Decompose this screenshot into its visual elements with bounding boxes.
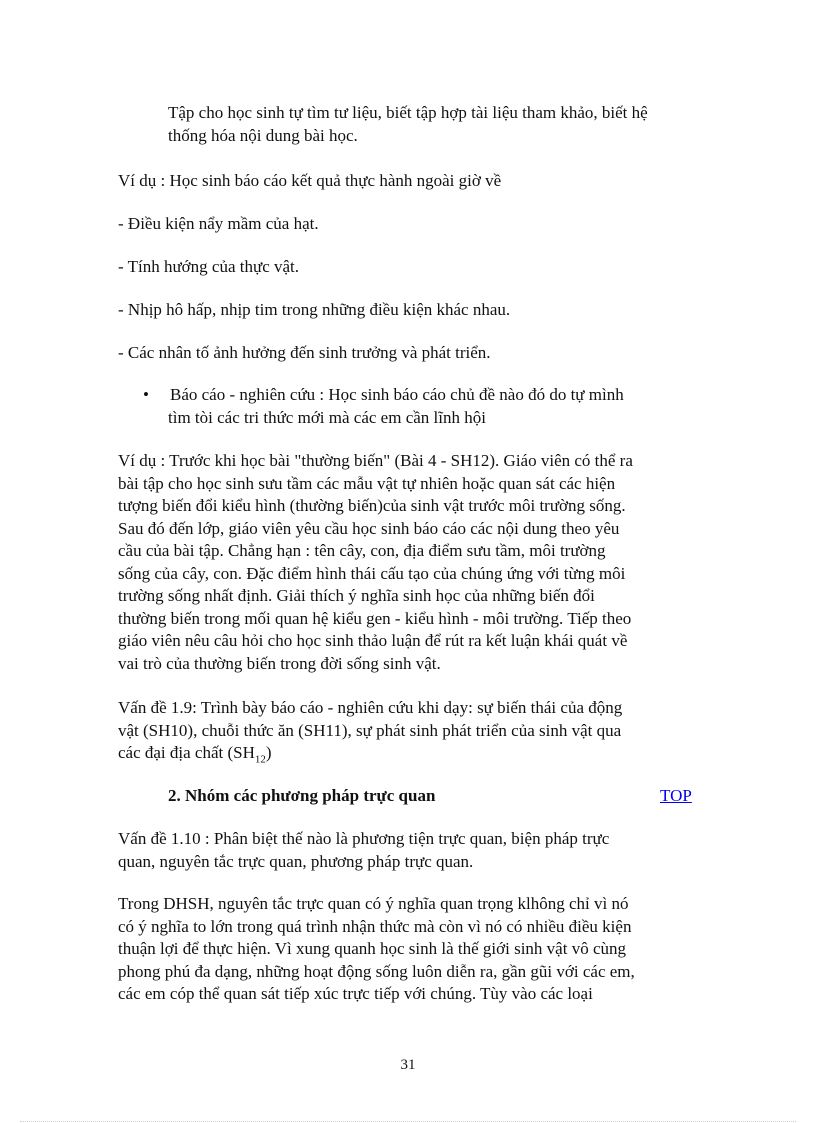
example-intro: Ví dụ : Học sinh báo cáo kết quả thực hành ngoài giờ về (118, 171, 502, 190)
text-line: Tập cho học sinh tự tìm tư liệu, biết tập hợp tài liệu tham khảo, biết hệ (168, 103, 648, 122)
text-line: quan, nguyên tắc trực quan, phương pháp trực quan. (118, 851, 474, 871)
text-line: Vấn đề 1.10 : Phân biệt thế nào là phương tiện trực quan, biện pháp trực (118, 829, 610, 848)
list-item: - Tính hướng của thực vật. (118, 257, 300, 276)
text-line: thống hóa nội dung bài học. (168, 125, 358, 145)
page-number: 31 (400, 1057, 416, 1073)
page-edge-divider (20, 1121, 796, 1122)
closing-paragraph (118, 893, 635, 1006)
text-line: thường biến trong mối quan hệ kiểu gen - kiểu hình - môi trường. Tiếp theo (118, 608, 632, 628)
text-line: Sau đó đến lớp, giáo viên yêu cầu học sinh báo cáo các nội dung theo yêu (118, 518, 620, 538)
text-line: các đại địa chất $(SH_{12})$ (118, 743, 272, 766)
list-item: - Các nhân tố ảnh hưởng đến sinh trưởng và phát triển. (118, 343, 491, 362)
text-line: Ví dụ : Trước khi học bài "thường biến" (Bài 4 - SH12). Giáo viên có thể ra (118, 451, 633, 470)
text-line: Báo cáo - nghiên cứu : Học sinh báo cáo chủ đề nào đó do tự mình (170, 385, 624, 404)
text-line: vật (SH10), chuỗi thức ăn (SH11), sự phát sinh phát triển của sinh vật qua (118, 720, 622, 740)
section-heading: 2. Nhóm các phương pháp trực quan (168, 786, 436, 805)
text-line: Vấn đề 1.9: Trình bày báo cáo - nghiên cứu khi dạy: sự biến thái của động (118, 698, 623, 717)
issue-1-9-paragraph (118, 697, 622, 765)
text-line: bài tập cho học sinh sưu tầm các mẫu vật tự nhiên hoặc quan sát các hiện (118, 473, 616, 493)
text-line: vai trò của thường biến trong đời sống sinh vật. (118, 653, 441, 673)
bullet-paragraph (170, 384, 624, 429)
text-line: phong phú đa dạng, những hoạt động sống luôn diễn ra, gần gũi với các em, (118, 961, 635, 981)
text-line: các em cóp thể quan sát tiếp xúc trực tiếp với chúng. Tùy vào các loại (118, 984, 593, 1003)
list-item: - Điều kiện nẩy mầm của hạt. (118, 214, 319, 233)
text-line: thuận lợi để thực hiện. Vì xung quanh học sinh là thế giới sinh vật vô cùng (118, 939, 626, 958)
text-line: tượng biến đổi kiểu hình (thường biến)của sinh vật trước môi trường sống. (118, 496, 626, 515)
text-line: giáo viên nêu câu hỏi cho học sinh thảo luận để rút ra kết luận khái quát về (118, 631, 628, 650)
intro-paragraph (168, 102, 648, 147)
bullet-icon: • (143, 385, 149, 404)
text-line: trường sống nhất định. Giải thích ý nghĩa sinh học của những biến đổi (118, 586, 595, 605)
list-item: - Nhịp hô hấp, nhịp tim trong những điều kiện khác nhau. (118, 300, 511, 319)
top-link[interactable]: TOP (660, 786, 692, 805)
issue-1-10-paragraph (118, 828, 609, 873)
text-line: Trong DHSH, nguyên tắc trực quan có ý nghĩa quan trọng klhông chỉ vì nó (118, 894, 629, 913)
text-line: tìm tòi các tri thức mới mà các em cần lĩnh hội (168, 407, 486, 427)
example-paragraph (118, 450, 633, 675)
text-line: có ý nghĩa to lớn trong quá trình nhận thức mà còn vì nó có nhiều điều kiện (118, 916, 632, 936)
text-line: cầu của bài tập. Chẳng hạn : tên cây, con, địa điểm sưu tầm, môi trường (118, 541, 606, 560)
text-line: sống của cây, con. Đặc điểm hình thái cấu tạo của chúng ứng với từng môi (118, 563, 626, 583)
